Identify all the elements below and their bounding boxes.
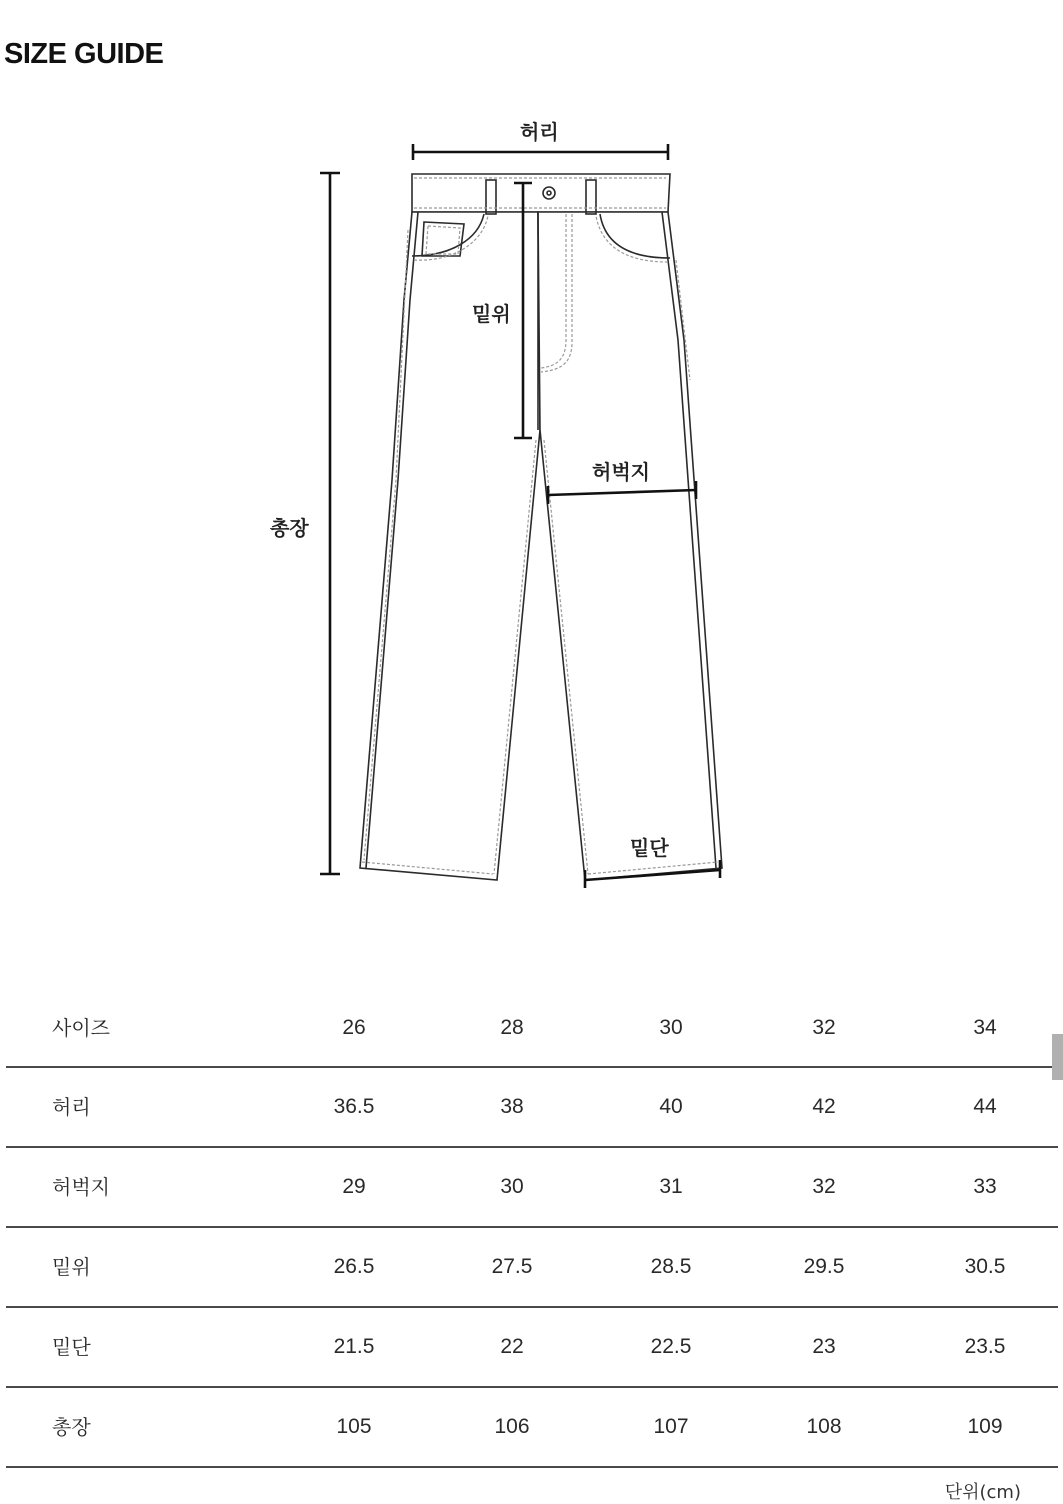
table-cell: 30.5 bbox=[964, 1255, 1006, 1278]
unit-note: 단위(cm) bbox=[944, 1482, 1021, 1503]
table-cell: 36.5 bbox=[333, 1095, 375, 1118]
table-cell: 26.5 bbox=[333, 1255, 375, 1278]
page-title: SIZE GUIDE bbox=[4, 38, 164, 70]
table-cell: 106 bbox=[494, 1415, 530, 1438]
table-cell: 21.5 bbox=[333, 1335, 375, 1358]
table-cell: 108 bbox=[806, 1415, 842, 1438]
label-waist: 허리 bbox=[520, 120, 559, 144]
size-header: 28 bbox=[500, 1016, 524, 1039]
table-header-row bbox=[6, 990, 1058, 1068]
row-label: 밑위 bbox=[52, 1255, 91, 1279]
table-cell: 33 bbox=[973, 1175, 997, 1198]
row-label: 총장 bbox=[52, 1415, 91, 1439]
table-cell: 107 bbox=[653, 1415, 689, 1438]
size-header: 26 bbox=[342, 1016, 366, 1039]
size-header: 32 bbox=[812, 1016, 836, 1039]
row-label: 밑단 bbox=[52, 1335, 91, 1359]
table-cell: 32 bbox=[812, 1175, 836, 1198]
pants-diagram bbox=[0, 100, 1063, 900]
label-rise: 밑위 bbox=[472, 302, 511, 326]
row-label: 허벅지 bbox=[52, 1175, 110, 1199]
pants-sketch-icon bbox=[0, 100, 1063, 900]
table-cell: 31 bbox=[659, 1175, 683, 1198]
label-thigh: 허벅지 bbox=[592, 460, 650, 484]
table-row bbox=[6, 1308, 1058, 1388]
table-cell: 44 bbox=[973, 1095, 997, 1118]
size-header: 34 bbox=[973, 1016, 997, 1039]
table-cell: 22.5 bbox=[650, 1335, 692, 1358]
table-row bbox=[6, 1228, 1058, 1308]
table-row bbox=[6, 1148, 1058, 1228]
scrollbar-thumb[interactable] bbox=[1052, 1034, 1063, 1080]
header-label: 사이즈 bbox=[52, 1016, 110, 1040]
table-cell: 29 bbox=[342, 1175, 366, 1198]
table-cell: 22 bbox=[500, 1335, 524, 1358]
label-hem: 밑단 bbox=[630, 836, 669, 860]
table-cell: 23.5 bbox=[964, 1335, 1006, 1358]
table-cell: 42 bbox=[812, 1095, 836, 1118]
table-cell: 38 bbox=[500, 1095, 524, 1118]
table-cell: 105 bbox=[336, 1415, 372, 1438]
size-table bbox=[6, 990, 1058, 1468]
table-cell: 40 bbox=[659, 1095, 683, 1118]
table-cell: 30 bbox=[500, 1175, 524, 1198]
size-header: 30 bbox=[659, 1016, 683, 1039]
table-cell: 29.5 bbox=[803, 1255, 845, 1278]
table-row bbox=[6, 1388, 1058, 1468]
table-cell: 27.5 bbox=[491, 1255, 533, 1278]
table-cell: 28.5 bbox=[650, 1255, 692, 1278]
row-label: 허리 bbox=[52, 1095, 91, 1119]
table-cell: 23 bbox=[812, 1335, 836, 1358]
label-total-length: 총장 bbox=[270, 516, 309, 540]
table-row bbox=[6, 1068, 1058, 1148]
table-cell: 109 bbox=[967, 1415, 1003, 1438]
